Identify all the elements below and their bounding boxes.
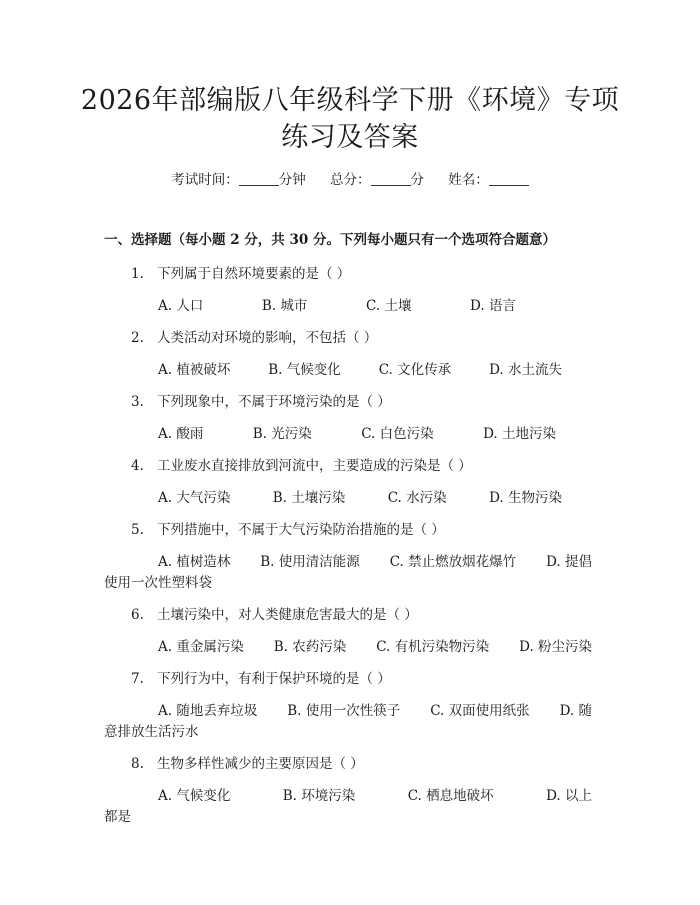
option-d: D. 生物污染 — [489, 490, 562, 506]
option-c: C. 栖息地破坏 — [407, 788, 494, 804]
question-text: 下列属于自然环境要素的是（ ） — [157, 266, 351, 282]
document-title — [60, 82, 640, 156]
option-c: C. 水污染 — [387, 490, 447, 506]
option-d-continuation: 意排放生活污水 — [104, 724, 199, 740]
question-number: 1. — [131, 266, 144, 282]
option-b: B. 环境污染 — [282, 788, 356, 804]
question-3 — [131, 390, 391, 410]
option-a: A. 人口 — [158, 298, 204, 314]
option-c: C. 禁止燃放烟花爆竹 — [389, 554, 517, 570]
question-number: 2. — [131, 330, 144, 346]
title-line-2: 练习及答案 — [281, 122, 419, 153]
exam-score — [330, 172, 428, 188]
exam-time — [171, 172, 310, 188]
option-a: A. 随地丢弃垃圾 — [158, 703, 258, 719]
options-7 — [158, 699, 592, 719]
option-a: A. 气候变化 — [158, 788, 231, 804]
option-d-continuation: 使用一次性塑料袋 — [104, 575, 212, 591]
time-label: 考试时间： — [171, 172, 239, 188]
score-blank — [371, 173, 411, 186]
option-c: C. 白色污染 — [361, 426, 434, 442]
title-line-1: 2026年部编版八年级科学下册《环境》专项 — [80, 85, 620, 116]
option-a: A. 植树造林 — [158, 554, 231, 570]
option-c: C. 双面使用纸张 — [430, 703, 530, 719]
option-b: B. 使用一次性筷子 — [287, 703, 401, 719]
option-b: B. 使用清洁能源 — [260, 554, 360, 570]
score-label: 总分： — [330, 172, 371, 188]
option-b: B. 城市 — [261, 298, 308, 314]
option-b: B. 气候变化 — [268, 362, 341, 378]
option-d: D. 语言 — [470, 298, 516, 314]
option-d-continuation: 都是 — [104, 809, 131, 825]
time-blank — [239, 173, 279, 186]
options-2 — [158, 358, 562, 378]
option-d: D. 以上 — [546, 788, 592, 804]
section-heading: 一、选择题（每小题 2 分，共 30 分。下列每小题只有一个选项符合题意） — [104, 232, 556, 248]
option-a: A. 酸雨 — [158, 426, 204, 442]
question-number: 4. — [131, 458, 144, 474]
question-6 — [131, 603, 418, 623]
score-unit: 分 — [410, 172, 424, 188]
option-d: D. 土地污染 — [483, 426, 556, 442]
question-number: 3. — [131, 394, 144, 410]
question-number: 8. — [131, 756, 144, 772]
question-number: 5. — [131, 522, 144, 538]
name-blank — [489, 173, 529, 186]
question-1 — [131, 262, 350, 282]
question-text: 工业废水直接排放到河流中，主要造成的污染是（ ） — [157, 458, 472, 474]
question-text: 下列措施中，不属于大气污染防治措施的是（ ） — [157, 522, 445, 538]
option-b: B. 土壤污染 — [272, 490, 346, 506]
option-d: D. 随 — [559, 703, 592, 719]
question-7 — [131, 667, 391, 687]
question-text: 下列行为中，有利于保护环境的是（ ） — [157, 671, 391, 687]
option-a: A. 重金属污染 — [158, 639, 244, 655]
exam-name — [448, 172, 529, 188]
option-d: D. 水土流失 — [489, 362, 562, 378]
exam-meta — [0, 168, 700, 188]
options-1 — [158, 294, 516, 314]
question-text: 生物多样性减少的主要原因是（ ） — [157, 756, 364, 772]
option-d: D. 粉尘污染 — [519, 639, 592, 655]
question-text: 人类活动对环境的影响，不包括（ ） — [157, 330, 378, 346]
option-c: C. 有机污染物污染 — [376, 639, 490, 655]
option-a: A. 大气污染 — [158, 490, 231, 506]
option-c: C. 土壤 — [366, 298, 412, 314]
question-number: 7. — [131, 671, 144, 687]
name-label: 姓名： — [448, 172, 489, 188]
time-unit: 分钟 — [278, 172, 306, 188]
options-8 — [158, 784, 592, 804]
question-4 — [131, 454, 472, 474]
question-8 — [131, 752, 364, 772]
options-6 — [158, 635, 592, 655]
option-c: C. 文化传承 — [378, 362, 452, 378]
question-5 — [131, 518, 445, 538]
option-a: A. 植被破坏 — [158, 362, 231, 378]
question-text: 下列现象中，不属于环境污染的是（ ） — [157, 394, 391, 410]
question-2 — [131, 326, 377, 346]
question-number: 6. — [131, 607, 144, 623]
option-b: B. 农药污染 — [273, 639, 347, 655]
options-4 — [158, 486, 562, 506]
options-5 — [158, 550, 592, 570]
question-text: 土壤污染中，对人类健康危害最大的是（ ） — [157, 607, 418, 623]
options-3 — [158, 422, 556, 442]
option-b: B. 光污染 — [252, 426, 312, 442]
option-d: D. 提倡 — [546, 554, 592, 570]
